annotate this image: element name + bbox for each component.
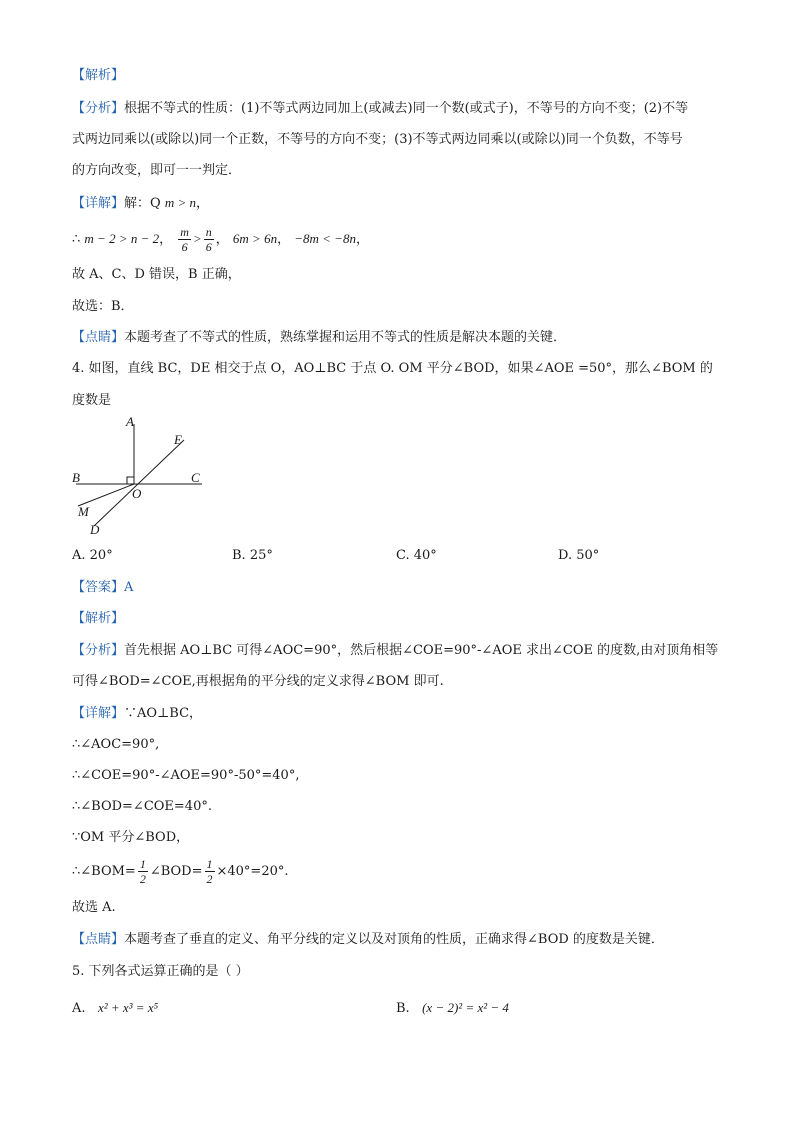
q4-step-line-1: ∴∠AOC=90°, <box>72 737 160 752</box>
analysis-line-2: 式两边同乘以(或除以)同一个正数，不等号的方向不变；(3)不等式两边同乘以(或除以)同一个负数，不等号 <box>72 132 683 147</box>
frac-num: 1 <box>206 857 213 871</box>
q4-detail-line-1 <box>72 706 202 722</box>
label-m: M <box>78 504 89 519</box>
right-angle-mark <box>127 477 134 484</box>
detail-line-2 <box>72 224 369 255</box>
q4-option-b: B. 25° <box>232 548 273 563</box>
line-de <box>94 440 184 526</box>
label-o: O <box>132 486 142 501</box>
fraction-half-1 <box>138 857 148 886</box>
detail-line-1 <box>72 195 209 212</box>
q4-step-line-5 <box>72 857 289 887</box>
ineq-2: 6m > 6n <box>232 231 278 246</box>
q4-last-c: ×40°=20°. <box>216 864 289 879</box>
dianjing-text: 本题考查了不等式的性质，熟练掌握和运用不等式的性质是解决本题的关键． <box>124 330 567 345</box>
q4-last-a: ∴∠BOM= <box>72 864 136 879</box>
ray-om <box>78 484 134 506</box>
q4-fenxi-text-1: 首先根据 AO⊥BC 可得∠AOC=90°，然后根据∠COE=90°-∠AOE 求出∠COE 的度数,由对顶角相等 <box>124 643 719 658</box>
frac-num: n <box>205 225 212 239</box>
q5-opt-a-label: A. <box>72 1001 86 1016</box>
q4-stem-line-1: 4. 如图，直线 BC，DE 相交于点 O，AO⊥BC 于点 O. OM 平分∠BOD，如果∠AOE =50°，那么∠BOM 的 <box>72 361 713 376</box>
conclusion-line: 故 A、C、D 错误，B 正确， <box>72 267 241 282</box>
geometry-figure <box>66 412 216 538</box>
fraction-m-6 <box>178 225 191 254</box>
frac-den: 2 <box>139 872 146 886</box>
q5-opt-b-label: B. <box>396 1001 410 1016</box>
q4-option-a: A. 20° <box>72 548 113 563</box>
ineq-3: −8m < −8n <box>294 231 356 246</box>
analysis-line-1 <box>72 101 688 117</box>
detail-text-1a: 解：Q <box>124 196 161 211</box>
q4-fenxi-tag: 【分析】 <box>72 643 125 658</box>
q5-opt-a-expr: x² + x³ = x⁵ <box>97 1000 159 1015</box>
fraction-n-6 <box>204 225 214 254</box>
q4-step-line-3: ∴∠BOD=∠COE=40°. <box>72 799 212 814</box>
q4-dianjing-line <box>72 932 664 948</box>
detail-text-1c: ， <box>196 196 210 211</box>
analysis-line-3: 的方向改变，即可一一判定． <box>72 163 242 178</box>
fenxi-tag: 【分析】 <box>72 101 125 116</box>
sep-2: ， <box>215 232 229 247</box>
q5-option-b <box>396 1000 509 1017</box>
q5-stem: 5. 下列各式运算正确的是（ ） <box>72 964 249 979</box>
frac-num: 1 <box>139 857 146 871</box>
q4-analysis-heading: 【解析】 <box>72 611 125 626</box>
ineq-1: m − 2 > n − 2 <box>84 231 160 246</box>
analysis-heading: 【解析】 <box>72 68 125 83</box>
q4-xiangjie-tag: 【详解】 <box>72 706 125 721</box>
q5-opt-b-expr: (x − 2)² = x² − 4 <box>422 1000 509 1015</box>
label-a: A <box>126 414 134 429</box>
sep-1: ， <box>159 232 173 247</box>
dianjing-line-1 <box>72 330 566 346</box>
q4-option-c: C. 40° <box>396 548 437 563</box>
q4-option-d: D. 50° <box>558 548 600 563</box>
q4-step-line-4: ∵OM 平分∠BOD， <box>72 830 190 845</box>
q4-analysis-line-1 <box>72 643 718 659</box>
gt-sign: > <box>192 231 202 246</box>
detail-math-1: m > n <box>164 195 196 210</box>
q5-option-a <box>72 1000 158 1017</box>
q4-answer-line: 故选 A. <box>72 900 116 915</box>
q4-step-line-2: ∴∠COE=90°-∠AOE=90°-50°=40°, <box>72 768 300 783</box>
label-b: B <box>72 470 80 485</box>
sep-end: ， <box>355 232 369 247</box>
sep-3: ， <box>277 232 291 247</box>
fenxi-text-1: 根据不等式的性质：(1)不等式两边同加上(或减去)同一个数(或式子)，不等号的方向不变；(2)不等 <box>124 101 689 116</box>
xiangjie-tag: 【详解】 <box>72 196 125 211</box>
answer-line-1: 故选：B． <box>72 299 134 314</box>
frac-den: 6 <box>181 240 188 254</box>
dianjing-tag: 【点睛】 <box>72 330 125 345</box>
label-c: C <box>191 470 200 485</box>
therefore-symbol: ∴ <box>72 232 81 247</box>
q4-answer: 【答案】A <box>72 580 134 595</box>
fraction-half-2 <box>205 857 215 886</box>
label-e: E <box>174 432 182 447</box>
q4-dianjing-tag: 【点睛】 <box>72 932 125 947</box>
q4-last-b: ∠BOD= <box>149 864 203 879</box>
frac-den: 2 <box>206 872 213 886</box>
q4-step-0: ∵AO⊥BC， <box>124 706 203 721</box>
q4-analysis-line-2: 可得∠BOD=∠COE,再根据角的平分线的定义求得∠BOM 即可. <box>72 674 444 689</box>
q4-stem-line-2: 度数是 <box>72 393 112 408</box>
figure-svg <box>66 412 216 538</box>
label-d: D <box>90 522 100 537</box>
q4-dianjing-text: 本题考查了垂直的定义、角平分线的定义以及对顶角的性质，正确求得∠BOD 的度数是关键． <box>124 932 664 947</box>
frac-num: m <box>180 225 189 239</box>
frac-den: 6 <box>205 240 212 254</box>
